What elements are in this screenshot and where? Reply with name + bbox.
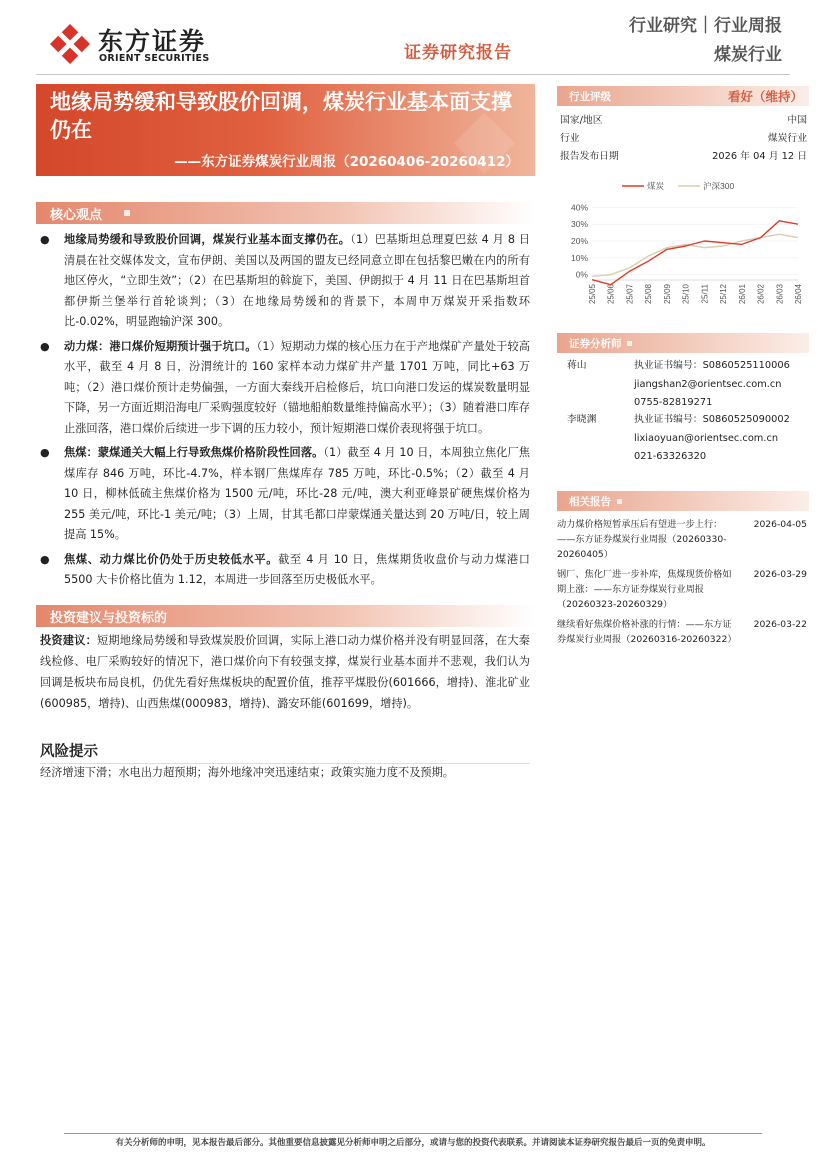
analyst-phone: 021-63326320 — [634, 451, 707, 462]
advice-text: 短期地缘局势缓和导致煤炭股价回调，实际上港口动力煤价格并没有明显回落，在大秦线检修、电厂采购较好的情况下，港口煤价向下有较强支撑，煤炭行业基本面并不悲观，我们认为回调是板块布局良机，仍优先看好焦煤板块的配置价值，推荐平煤股份(601666，增持)、淮北矿业(600985，增持)、山西焦煤(000983，增持)、潞安环能(601699，增持)。 — [40, 634, 530, 710]
analyst-email[interactable]: lixiaoyuan@orientsec.com.cn — [634, 432, 779, 444]
bullet-text: 截至 4 月 10 日，焦煤期货收盘价与动力煤港口 5500 大卡价格比值为 1.12，本周进一步回落至历史极低水平。 — [64, 552, 530, 586]
banner-watermark-icon: ◆ — [453, 90, 515, 176]
x-tick-label: 26/02 — [756, 284, 766, 305]
bullet-icon: ● — [40, 339, 50, 353]
legend-label: 沪深300 — [703, 181, 735, 191]
list-item — [40, 550, 530, 591]
x-tick-label: 25/09 — [662, 284, 672, 305]
report-kind: 证券研究报告 — [404, 43, 512, 63]
list-item — [40, 443, 530, 546]
advice-lead: 投资建议： — [40, 634, 97, 647]
bullet-text: （1）巴基斯坦总理夏巴兹 4 月 8 日清晨在社交媒体发文，宣布伊朗、美国以及两国的盟友已经同意立即在包括黎巴嫩在内的所有地区停火，“立即生效”；（2）在巴基斯坦的斡旋下，美国、伊朗拟于 4 月 11 日在巴基斯坦首都伊斯兰堡举行首轮谈判；（3）在地缘局势缓和的背景下，本周申万煤炭开采指数环比-0.02%，明显跑输沪深 300。 — [64, 233, 530, 328]
info-value: 2026 年 04 月 12 日 — [712, 151, 807, 162]
analysts-label: 证券分析师 — [569, 338, 622, 350]
analyst-details — [634, 357, 790, 413]
analyst-name: 李晓渊 — [567, 414, 597, 425]
bullet-icon: ● — [40, 233, 50, 246]
logo-english-name: ORIENT SECURITIES — [99, 53, 210, 64]
list-item — [40, 230, 530, 333]
y-tick-label: 10% — [570, 252, 588, 263]
bullet-lead: 焦煤：蒙煤通关大幅上行导致焦煤价格阶段性回落。 — [64, 446, 324, 459]
x-tick-label: 26/01 — [737, 284, 747, 305]
bullet-text: （1）短期动力煤的核心压力在于产地煤矿产量处于较高水平，截至 4 月 8 日，汾渭统计的 160 家样本动力煤矿井产量 1701 万吨，同比+63 万吨；（2）港口煤价预计走势偏强，一方面大秦线开启检修后，坑口向港口发运的煤炭数量明显下降，另一方面近期沿海电厂采购强度较好（锚地船舶数量维持偏高水平）；（3）随着港口库存止涨回落，港口煤价后续进一步下调的压力较小，预计短期港口煤价表现将强于坑口。 — [64, 339, 530, 435]
x-tick-label: 25/12 — [719, 284, 729, 305]
core-views-list — [40, 230, 530, 595]
x-tick-label: 25/10 — [681, 284, 691, 305]
x-tick-label: 25/05 — [588, 284, 597, 305]
bullet-lead: 地缘局势缓和导致股价回调，煤炭行业基本面支撑仍在。 — [64, 233, 351, 246]
y-tick-label: 20% — [570, 236, 588, 246]
info-key: 报告发布日期 — [560, 151, 619, 162]
info-value: 中国 — [787, 115, 807, 126]
list-item — [40, 337, 530, 440]
report-category: 行业研究｜行业周报 — [629, 16, 782, 36]
advice-heading — [36, 605, 535, 627]
x-tick-label: 25/11 — [700, 284, 710, 304]
series-line-沪深300 — [592, 234, 798, 276]
x-tick-label: 26/03 — [775, 284, 785, 305]
advice-paragraph — [40, 630, 530, 714]
report-title: 地缘局势缓和导致股价回调，煤炭行业基本面支撑仍在 — [50, 90, 512, 142]
analysts-heading — [557, 333, 809, 353]
related-report-date: 2026-03-22 — [753, 619, 807, 630]
header-divider — [36, 74, 790, 75]
risk-text: 经济增速下滑；水电出力超预期；海外地缘冲突迅速结束；政策实施力度不及预期。 — [40, 766, 454, 779]
analyst-phone: 0755-82819271 — [634, 397, 713, 408]
related-report-date: 2026-03-29 — [753, 569, 807, 580]
related-report-title[interactable]: 钢厂、焦化厂进一步补库，焦煤现货价格如期上涨：——东方证券煤炭行业周报（20260323-20260329） — [557, 569, 732, 610]
info-row-region — [557, 112, 809, 128]
bullet-icon: ● — [40, 552, 50, 566]
related-report-title[interactable]: 继续看好焦煤价格补涨的行情：——东方证券煤炭行业周报（20260316-20260322） — [557, 619, 737, 645]
analyst-details — [634, 411, 790, 467]
related-report-item[interactable] — [557, 567, 809, 612]
report-subtitle: ——东方证券煤炭行业周报（20260406-20260412） — [174, 154, 519, 170]
analyst-cert: 执业证书编号：S0860525090002 — [634, 414, 790, 425]
related-report-title[interactable]: 动力煤价格短暂承压后有望进一步上行：——东方证券煤炭行业周报（20260330-20260405） — [557, 519, 727, 560]
heading-square-icon — [617, 499, 622, 504]
bullet-icon: ● — [40, 446, 50, 459]
disclaimer-footer: 有关分析师的申明，见本报告最后部分。其他重要信息披露见分析师申明之后部分，或请与您的投资代表联系。并请阅读本证券研究报告最后一页的免责申明。 — [115, 1138, 711, 1148]
bullet-text: （1）截至 4 月 10 日，本周独立焦化厂焦煤库存 846 万吨，环比-4.7%，样本钢厂焦煤库存 785 万吨，环比-0.5%；（2）截至 4 月 10 日，柳林低硫主焦煤价格为 1500 元/吨，环比-28 元/吨，澳大利亚峰景矿硬焦煤价格为 255 美元/吨，环比-1 美元/吨；（3）上周，甘其毛都口岸蒙煤通关量达到 20 万吨/日，较上周提高 15%。 — [64, 446, 530, 541]
report-category-block — [629, 12, 782, 70]
title-banner — [36, 84, 535, 176]
info-key: 国家/地区 — [560, 115, 603, 126]
performance-chart — [558, 176, 808, 318]
logo-mark-icon — [48, 22, 92, 66]
y-tick-label: 40% — [570, 202, 588, 213]
bullet-lead: 焦煤、动力煤比价仍处于历史较低水平。 — [64, 552, 279, 566]
rating-label: 行业评级 — [569, 91, 611, 103]
x-tick-label: 25/08 — [644, 284, 654, 305]
related-report-date: 2026-04-05 — [753, 519, 807, 530]
x-tick-label: 25/06 — [606, 284, 616, 305]
analyst-email[interactable]: jiangshan2@orientsec.com.cn — [634, 378, 782, 390]
legend-label: 煤炭 — [647, 181, 665, 191]
info-row-date — [557, 148, 809, 164]
logo-chinese-name: 东方证券 — [98, 27, 207, 56]
footer-divider — [64, 1133, 762, 1134]
heading-square-icon — [124, 210, 130, 216]
y-tick-label: 0% — [575, 269, 588, 280]
y-tick-label: 30% — [570, 219, 588, 230]
info-value: 煤炭行业 — [767, 133, 807, 144]
series-line-煤炭 — [592, 221, 798, 285]
risk-heading: 风险提示 — [40, 744, 98, 760]
report-industry: 煤炭行业 — [714, 45, 782, 65]
advice-heading-label: 投资建议与投资标的 — [50, 611, 168, 626]
analyst-name: 蒋山 — [567, 360, 587, 371]
analyst-cert: 执业证书编号：S0860525110006 — [634, 360, 790, 371]
core-views-heading — [36, 202, 535, 224]
x-tick-label: 25/07 — [625, 284, 635, 305]
x-tick-label: 26/04 — [794, 284, 803, 305]
info-row-industry — [557, 130, 809, 146]
related-label: 相关报告 — [569, 496, 611, 508]
rating-heading — [557, 86, 809, 106]
related-heading — [557, 491, 809, 511]
info-key: 行业 — [560, 133, 580, 144]
heading-square-icon — [627, 341, 632, 346]
related-report-item[interactable] — [557, 517, 809, 562]
rating-value: 看好（维持） — [727, 89, 803, 104]
related-report-item[interactable] — [557, 617, 809, 647]
core-views-heading-label: 核心观点 — [50, 208, 103, 223]
bullet-lead: 动力煤：港口煤价短期预计强于坑口。 — [64, 339, 257, 353]
company-logo — [48, 22, 223, 66]
